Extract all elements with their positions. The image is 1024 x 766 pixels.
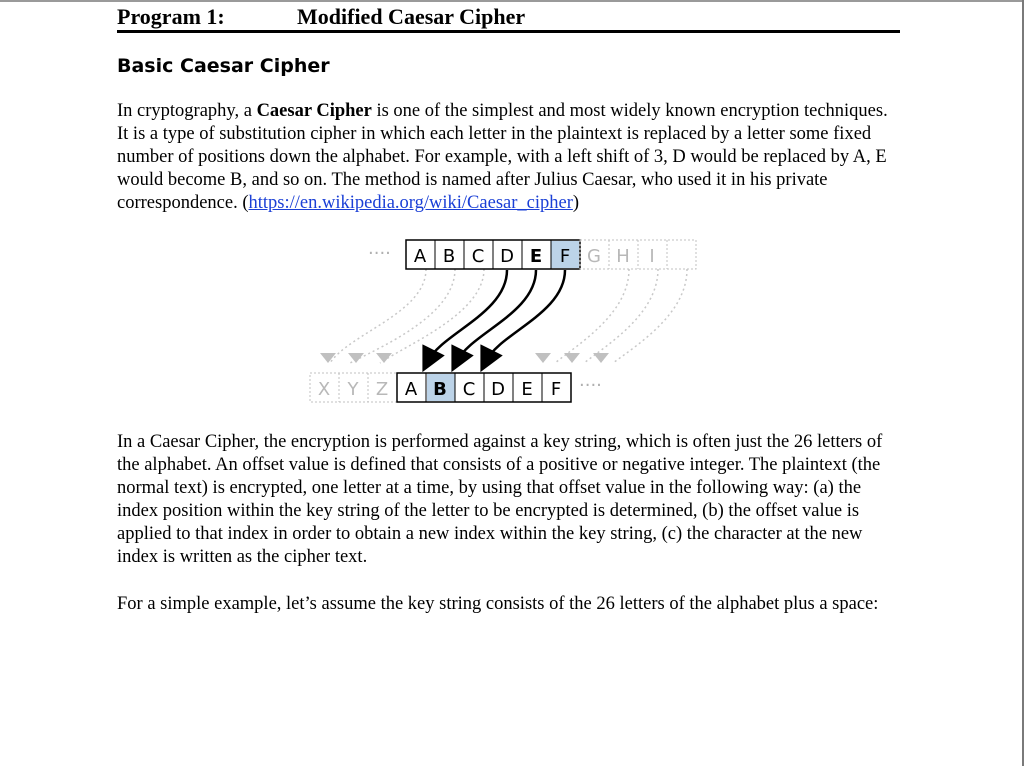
- top-row: [406, 240, 696, 269]
- header-rule: [117, 30, 900, 33]
- bottom-letter-f: F: [550, 379, 562, 400]
- top-letter-f: F: [559, 246, 571, 267]
- paragraph-example: For a simple example, let’s assume the key string consists of the 26 letters of the alphabet plus a space:: [117, 594, 879, 614]
- bottom-letter-b: B: [433, 379, 447, 400]
- intro-text-start: In cryptography, a: [117, 101, 257, 121]
- top-letter-i: I: [649, 246, 655, 267]
- faded-line-h: [584, 269, 658, 363]
- faded-line-i: [613, 269, 687, 363]
- shift-arrows: [428, 270, 565, 361]
- faded-line-b: [350, 269, 455, 363]
- bottom-letter-d: D: [491, 379, 505, 400]
- bottom-letter-e: E: [521, 379, 533, 400]
- bottom-letter-x: X: [317, 379, 331, 400]
- bottom-letter-z: Z: [375, 379, 389, 400]
- program-title: Modified Caesar Cipher: [297, 4, 526, 29]
- wikipedia-link[interactable]: https://en.wikipedia.org/wiki/Caesar_cipher: [248, 193, 573, 213]
- section-heading: Basic Caesar Cipher: [117, 55, 330, 77]
- faded-arrowhead-4: [535, 353, 551, 363]
- bottom-row: [310, 373, 602, 402]
- caesar-shift-diagram: [317, 233, 720, 413]
- bottom-letter-y: Y: [347, 379, 359, 400]
- faded-arrowhead-2: [348, 353, 364, 363]
- top-letter-e: E: [529, 246, 543, 267]
- faded-line-c: [380, 269, 484, 363]
- faded-arrowhead-6: [593, 353, 609, 363]
- top-row-ellipsis: ····: [368, 243, 391, 264]
- top-letter-c: C: [471, 246, 485, 267]
- intro-text-end: ): [572, 193, 580, 213]
- top-letter-h: H: [616, 246, 630, 267]
- bottom-row-ellipsis: ····: [579, 375, 602, 396]
- faded-line-g: [555, 269, 629, 363]
- document-header: [117, 2, 900, 32]
- faded-arrowhead-3: [376, 353, 392, 363]
- faded-arrowheads: [320, 353, 609, 363]
- bottom-letter-c: C: [462, 379, 476, 400]
- top-letter-a: A: [413, 246, 427, 267]
- faded-arrowhead-1: [320, 353, 336, 363]
- intro-text-middle: is one of the simplest and most widely known encryption techniques. It is a type of substitution cipher in which each letter in the plaintext is replaced by a letter some fixed number of positions down the alphabet. For example, with a left shift of 3, D would be replaced by A, E would become B, and so on. The method is named after Julius Caesar, who used it in his private correspondence. (: [117, 101, 888, 213]
- top-letter-g: G: [587, 246, 601, 267]
- top-letter-d: D: [500, 246, 514, 267]
- arrow-f-to-c: [486, 270, 565, 361]
- paragraph-encryption: In a Caesar Cipher, the encryption is performed against a key string, which is often just the 26 letters of the alphabet. An offset value is defined that consists of a positive or negative integer. The plaintext (the normal text) is encrypted, one letter at a time, by using that offset value in the following way: (a) the index position within the key string of the letter to be encrypted is determined, (b) the offset value is applied to that index in order to obtain a new index within the key string, (c) the character at the new index is written as the cipher text.: [117, 432, 883, 567]
- faded-arrowhead-5: [564, 353, 580, 363]
- intro-bold-term: Caesar Cipher: [256, 101, 372, 121]
- program-label: Program 1:: [117, 4, 225, 29]
- top-letter-b: B: [442, 246, 456, 267]
- bottom-letter-a: A: [404, 379, 418, 400]
- paragraph-intro: [117, 100, 902, 215]
